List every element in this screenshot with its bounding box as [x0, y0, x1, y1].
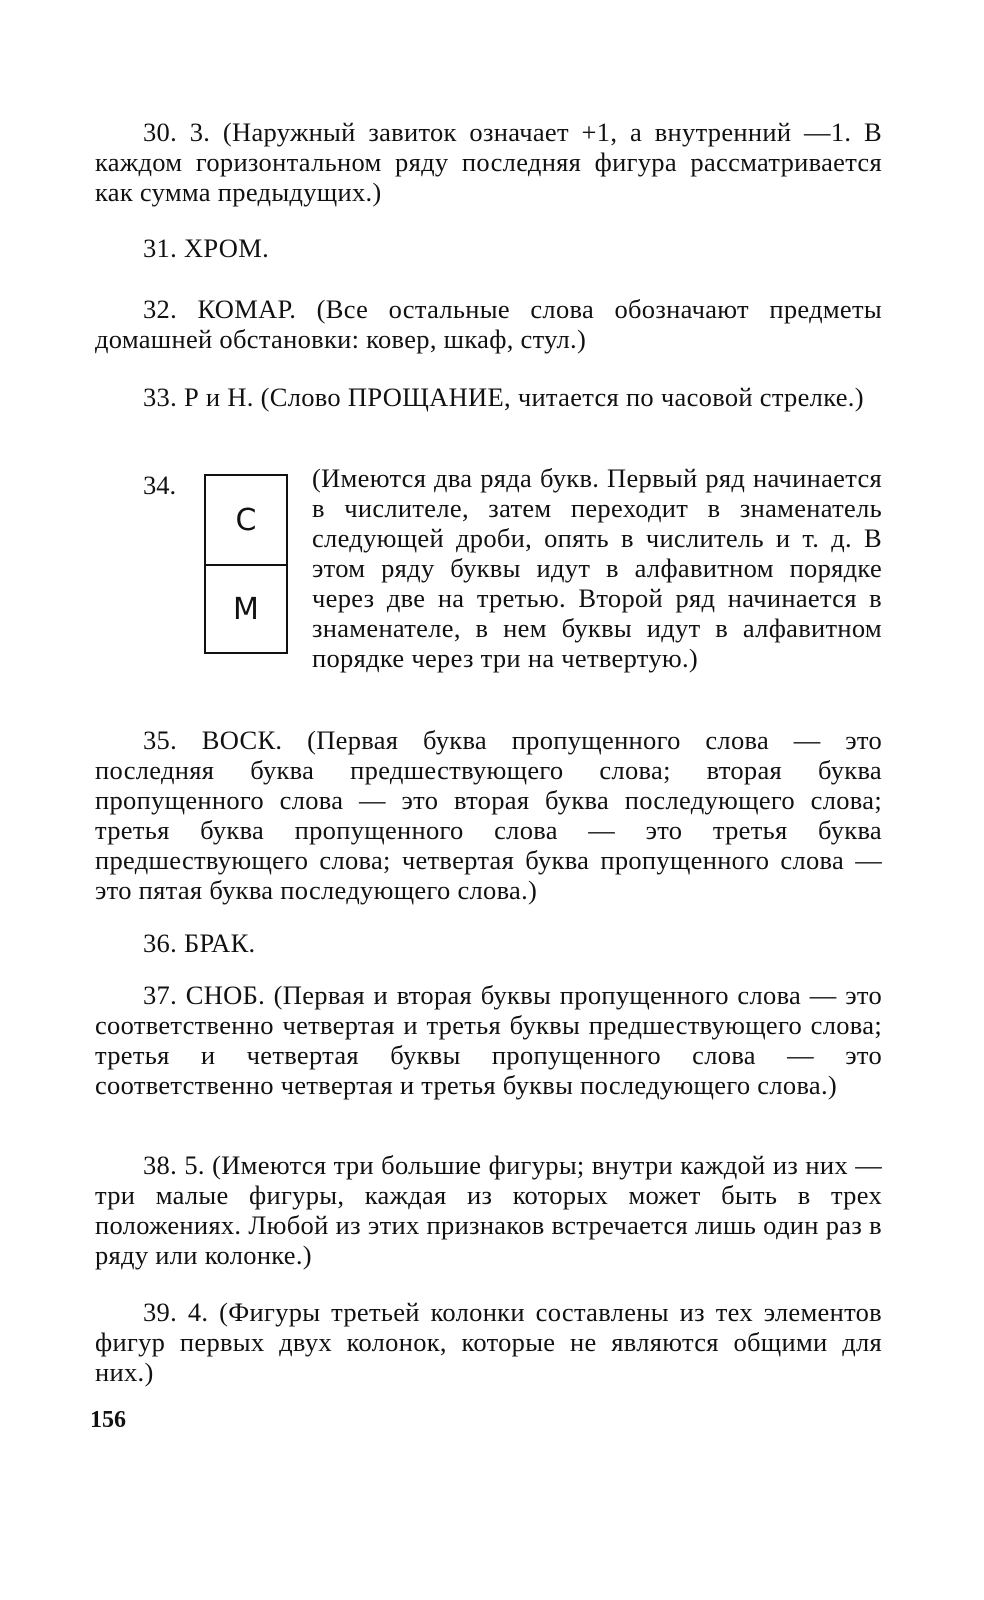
answer-number: 32. [143, 294, 178, 324]
answer-text: БРАК. [183, 928, 256, 958]
answer-36 [95, 928, 882, 958]
answer-number: 37. [143, 980, 178, 1010]
answer-text: 3. (Наружный завиток означает +1, а внутренний —1. В каждом горизонтальном ряду последняя фигура рассматривается как сумма предыдущих.) [95, 117, 882, 207]
answer-number: 30. [143, 117, 178, 147]
answer-35 [95, 725, 882, 905]
page-number: 156 [90, 1407, 126, 1433]
answer-number: 36. [143, 928, 178, 958]
answer-text: 4. (Фигуры третьей колонки составлены из тех элементов фигур первых двух колонок, которые не являются общими для них.) [95, 1297, 882, 1387]
answer-30 [95, 117, 882, 207]
answer-32 [95, 294, 882, 354]
answer-text: (Имеются два ряда букв. Первый ряд начинается в числителе, затем переходит в знаменатель следующей дроби, опять в числитель и т. д. В этом ряду буквы идут в алфавитном порядке через две на третью. Второй ряд начинается в знаменателе, в нем буквы идут в алфавитном порядке через три на четвертую.) [312, 463, 882, 673]
answer-text: ВОСК. (Первая буква пропущенного слова — это последняя буква предшествующего слова; вторая буква пропущенного слова — это вторая буква последующего слова; третья буква пропущенного слова — это третья буква предшествующего слова; четвертая буква пропущенного слова — это пятая буква последующего слова.) [95, 725, 882, 905]
answer-39 [95, 1297, 882, 1387]
answer-text: КОМАР. (Все остальные слова обозначают предметы домашней обстановки: ковер, шкаф, стул.) [95, 294, 882, 354]
answer-number: 35. [143, 725, 178, 755]
answer-number: 34. [143, 470, 177, 500]
answer-38 [95, 1150, 882, 1270]
answer-31 [95, 233, 882, 263]
answer-33 [95, 382, 882, 412]
fraction-denominator: М [233, 591, 259, 627]
answer-text: СНОБ. (Первая и вторая буквы пропущенного слова — это соответственно четвертая и третья буквы предшествующего слова; третья и четвертая буквы пропущенного слова — это соответственно четвертая и третья буквы последующего слова.) [95, 980, 882, 1100]
answer-number: 33. [143, 382, 178, 412]
answer-number: 31. [143, 233, 178, 263]
answer-text: 5. (Имеются три большие фигуры; внутри каждой из них — три малые фигуры, каждая из которых может быть в трех положениях. Любой из этих признаков встречается лишь один раз в ряду или колонке.) [95, 1150, 882, 1270]
answer-number: 38. [143, 1150, 178, 1180]
answer-text: ХРОМ. [183, 233, 269, 263]
answer-number: 39. [143, 1297, 178, 1327]
answer-text: Р и Н. (Слово ПРОЩАНИЕ, читается по часовой стрелке.) [183, 382, 864, 412]
letter-fraction-figure [204, 474, 288, 654]
answer-37 [95, 980, 882, 1100]
fraction-numerator: С [235, 502, 257, 538]
